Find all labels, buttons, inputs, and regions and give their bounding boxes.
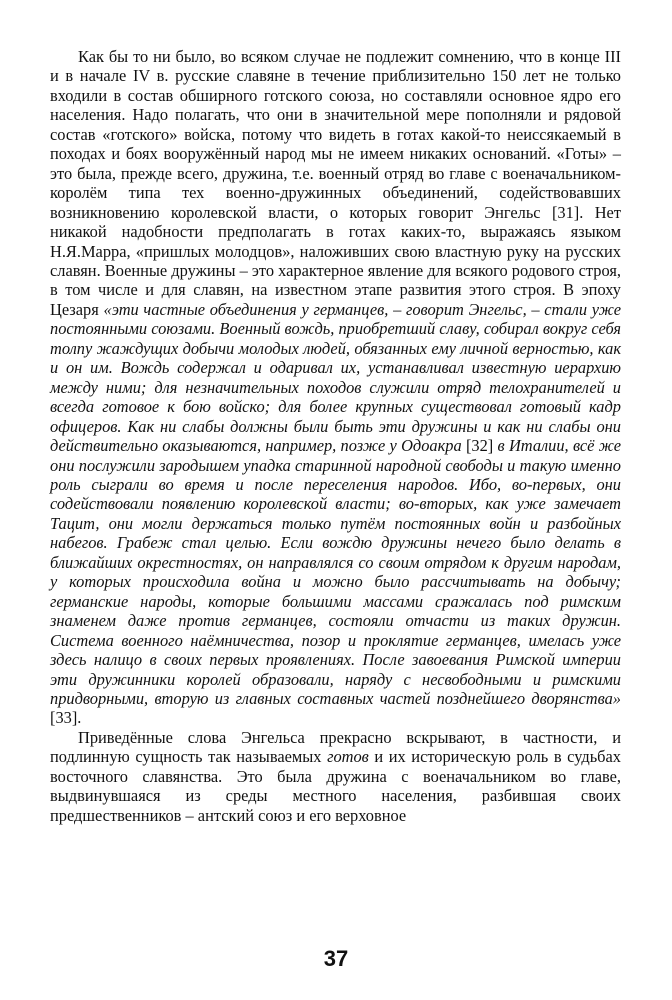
footnote-ref-32: [32] [461,436,498,456]
paragraph-conclusion [50,728,621,825]
body-text [50,47,621,825]
page-number: 37 [323,946,349,971]
engels-quote: «эти частные объединения у германцев, – говорит Энгельс, – стали уже постоянными союзами. Военный вождь, приобретший славу, собирал вокруг себя толпу жаждущих добычи молодых людей, обязанных ему личной верностью, как и он им. Вождь содержал и одаривал их, устанавливал известную иерархию между ними; для незначительных походов служили отряд телохранителей и всегда готовое к бою войско; для более крупных существовал готовый кадр офицеров. Как ни слабы должны были быть эти дружины и как ни слабы они действительно оказываются, например, позже у Одоакра [50,299,621,456]
paragraph-goths-and-druzhina [50,47,621,728]
goths-term: готов [327,747,369,767]
footnote-ref-33: [33]. [50,708,82,728]
paragraph-lead-text: Как бы то ни было, во всяком случае не подлежит сомнению, что в конце III и в начале IV в. русские славяне в течение приблизительно 150 лет не только входили в состав обширного готского союза, но составляли основное ядро его населения. Надо полагать, что они в значительной мере пополняли и рядовой состав «готского» войска, потому что видеть в готах какой-то неиссякаемый в походах и боях вооружённый народ мы не имеем никаких оснований. «Готы» – это была, прежде всего, дружина, т.е. военный отряд во главе с военачальником-королём типа тех военно-дружинных объединений, содействовавших возникновению королевской власти, о которых говорит Энгельс [31]. Нет никакой надобности предполагать в готах каких-то, выражаясь языком Н.Я.Марра, «пришлых молодцов», наложивших свою властную руку на русских славян. Военные дружины – это характерное явление для всякого родового строя, в том числе и для славян, на известном этапе развития этого строя. В эпоху Цезаря [50,47,621,319]
paragraph-conclusion-text-1: Приведённые слова Энгельса прекрасно вскрывают, в частности, и подлинную сущность так называемых [50,727,621,767]
paragraph-conclusion-text-2: и их историческую роль в судьбах восточного славянства. Это была дружина с военачальником во главе, выдвинувшаяся из среды местного населения, разбившая своих предшественников – антский союз и его верховное [50,747,621,825]
engels-quote-continued: в Италии, всё же они послужили зародышем упадка старинной народной свободы и такую именно роль сыграли во время и после переселения народов. Ибо, во-первых, они содействовали появлению королевской власти; во-вторых, как уже замечает Тацит, они могли держаться только путём постоянных войн и разбойных набегов. Грабеж стал целью. Если вождю дружины нечего было делать в ближайших окрестностях, он направлялся со своим отрядом к другим народам, у которых происходила война и можно было рассчитывать на добычу; германские народы, которые большими массами сражалась под римским знаменем даже против германцев, состояли отчасти из таких дружин. Система военного наёмничества, позор и проклятие германцев, имелась уже здесь налицо в своих первых проявлениях. После завоевания Римской империи эти дружинники королей образовали, наряду с несвободными и римскими придворными, вторую из главных составных частей позднейшего дворянства» [50,436,621,708]
